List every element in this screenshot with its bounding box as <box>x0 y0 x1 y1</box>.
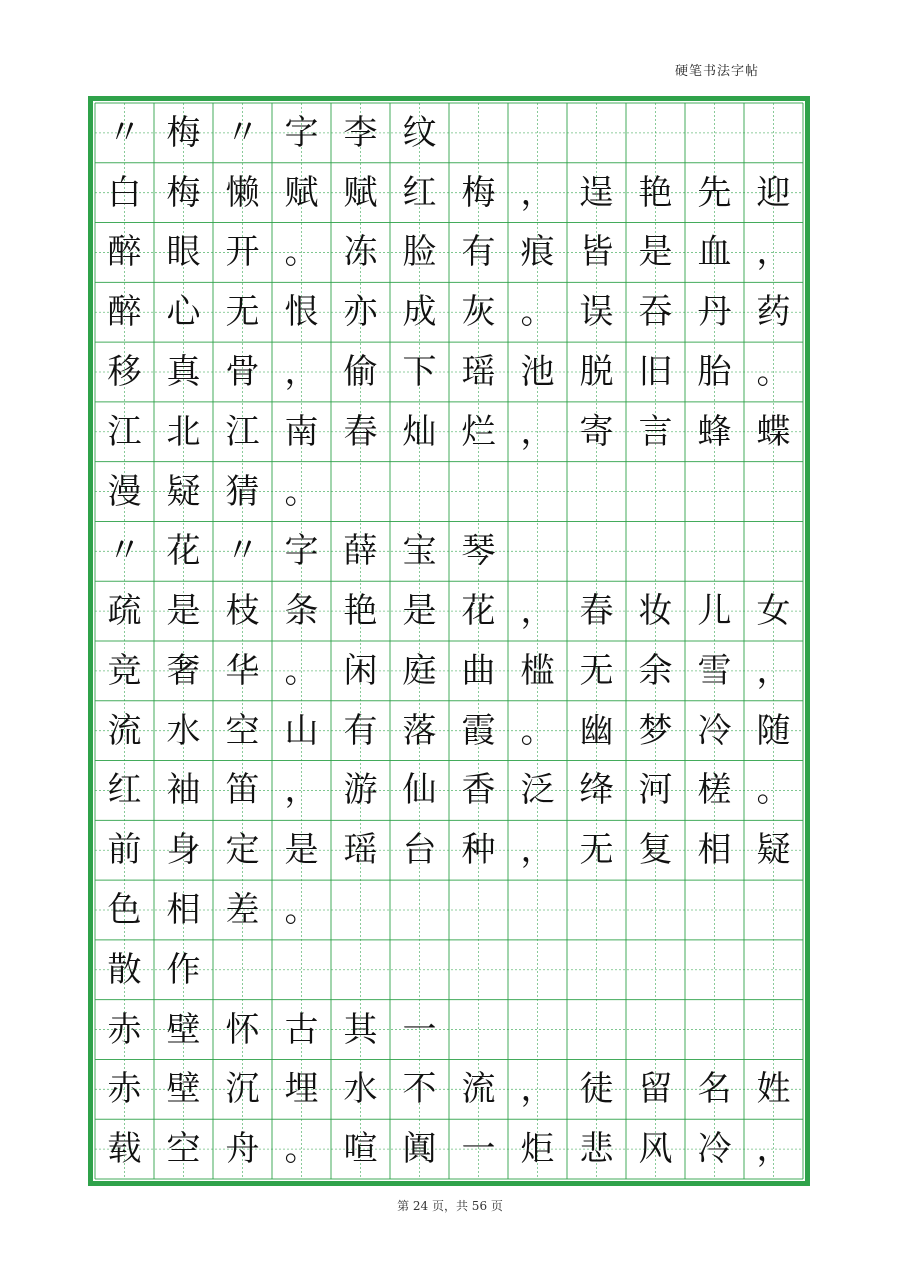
grid-character: 徒 <box>579 1069 614 1110</box>
grid-character: 脱 <box>579 351 614 392</box>
text-row <box>95 581 803 641</box>
grid-character: 华 <box>225 650 260 691</box>
grid-character: 北 <box>166 411 201 452</box>
grid-character: 一 <box>402 1009 437 1050</box>
grid-character: 壁 <box>166 1009 201 1050</box>
text-row <box>95 521 508 581</box>
grid-character: 琴 <box>461 531 496 572</box>
grid-character: 喧 <box>343 1129 378 1170</box>
grid-character: 李 <box>343 112 378 153</box>
grid-character: 有 <box>343 710 378 751</box>
grid-character: 香 <box>461 770 496 811</box>
grid-character: 字 <box>284 112 319 153</box>
grid-character: 懒 <box>225 172 260 213</box>
grid-character: 冷 <box>697 1129 732 1170</box>
grid-character: 。 <box>284 650 319 691</box>
text-row <box>95 342 803 402</box>
grid-character: 旧 <box>638 351 673 392</box>
grid-character: 灰 <box>461 292 496 333</box>
grid-character: 蝶 <box>756 411 791 452</box>
grid-character: 梅 <box>166 172 201 213</box>
text-row <box>95 1000 449 1060</box>
grid-character: 梅 <box>461 172 496 213</box>
grid-character: 花 <box>461 591 496 632</box>
grid-character: 瑶 <box>343 830 378 871</box>
grid-character: 庭 <box>402 650 437 691</box>
grid-character: 绛 <box>579 770 614 811</box>
grid-character: 〃 <box>107 112 142 153</box>
grid-character: 。 <box>520 292 555 333</box>
grid-character: 是 <box>638 232 673 273</box>
grid-character: 江 <box>107 411 142 452</box>
grid-character: 散 <box>107 949 142 990</box>
grid-character: 种 <box>461 830 496 871</box>
grid-character: ， <box>520 830 555 871</box>
grid-character: 痕 <box>520 232 555 273</box>
grid-character: 悲 <box>579 1129 614 1170</box>
grid-character: 枝 <box>225 591 260 632</box>
grid-character: 仙 <box>402 770 437 811</box>
grid-character: 定 <box>225 830 260 871</box>
grid-character: 相 <box>166 889 201 930</box>
grid-character: 水 <box>166 710 201 751</box>
grid-character: ， <box>284 770 319 811</box>
grid-character: 条 <box>284 591 319 632</box>
grid-character: 流 <box>461 1069 496 1110</box>
grid-character: 名 <box>697 1069 732 1110</box>
grid-character: 流 <box>107 710 142 751</box>
text-row <box>95 940 213 1000</box>
grid-character: 。 <box>520 710 555 751</box>
grid-character: 恨 <box>284 292 319 333</box>
grid-character: 迎 <box>756 172 791 213</box>
grid-character: 水 <box>343 1069 378 1110</box>
grid-character: 吞 <box>638 292 673 333</box>
grid-character: 留 <box>638 1069 673 1110</box>
grid-character: 。 <box>756 770 791 811</box>
grid-character: 艳 <box>638 172 673 213</box>
grid-character: 闲 <box>343 650 378 691</box>
grid-character: 疏 <box>107 591 142 632</box>
grid-character: 心 <box>166 292 201 333</box>
page-header-title: 硬笔书法字帖 <box>674 64 759 79</box>
grid-character: 花 <box>166 531 201 572</box>
grid-character: 女 <box>756 591 791 632</box>
grid-character: 风 <box>638 1129 673 1170</box>
grid-character: 漫 <box>107 471 142 512</box>
grid-character: 袖 <box>166 770 201 811</box>
grid-character: 血 <box>697 232 732 273</box>
grid-character: 余 <box>638 650 673 691</box>
grid-character: 骨 <box>225 351 260 392</box>
grid-character: 是 <box>402 591 437 632</box>
grid-character: ， <box>520 591 555 632</box>
grid-character: 复 <box>638 830 673 871</box>
grid-character: 幽 <box>579 710 614 751</box>
grid-character: 南 <box>284 411 319 452</box>
text-row <box>95 761 803 821</box>
grid-character: 红 <box>402 172 437 213</box>
text-row <box>95 223 803 283</box>
text-row <box>95 820 803 880</box>
grid-character: 猜 <box>225 471 260 512</box>
grid-character: 宝 <box>402 531 437 572</box>
grid-character: 瑶 <box>461 351 496 392</box>
grid-character: 槎 <box>697 770 732 811</box>
grid-character: 蜂 <box>697 411 732 452</box>
grid-character: 曲 <box>461 650 496 691</box>
grid-character: 赋 <box>343 172 378 213</box>
calligraphy-grid-sheet <box>88 96 810 1186</box>
text-row <box>95 462 331 522</box>
text-row <box>95 282 803 342</box>
grid-character: 槛 <box>520 650 555 691</box>
grid-character: 移 <box>107 351 142 392</box>
grid-character: 沉 <box>225 1069 260 1110</box>
grid-character: 炬 <box>520 1129 555 1170</box>
grid-character: ， <box>756 1129 791 1170</box>
grid-character: 。 <box>284 889 319 930</box>
grid-character: 先 <box>697 172 732 213</box>
grid-character: 烂 <box>461 411 496 452</box>
grid-character: 阗 <box>402 1129 437 1170</box>
grid-character: 有 <box>461 232 496 273</box>
grid-character: 古 <box>284 1009 319 1050</box>
grid-character: 竞 <box>107 650 142 691</box>
grid-character: 是 <box>284 830 319 871</box>
grid-character: 〃 <box>107 531 142 572</box>
grid-character: 。 <box>284 471 319 512</box>
grid-character: ， <box>756 650 791 691</box>
grid-character: 误 <box>579 292 614 333</box>
grid-character: 春 <box>343 411 378 452</box>
grid-character: 随 <box>756 710 791 751</box>
grid-character: 色 <box>107 889 142 930</box>
grid-character: 雪 <box>697 650 732 691</box>
grid-character: 河 <box>638 770 673 811</box>
grid-character: 差 <box>225 889 260 930</box>
grid-character: 〃 <box>225 112 260 153</box>
grid-character: ， <box>520 411 555 452</box>
grid-character: 赋 <box>284 172 319 213</box>
text-row <box>95 163 803 223</box>
grid-character: 。 <box>284 232 319 273</box>
grid-character: 空 <box>225 710 260 751</box>
grid-character: 江 <box>225 411 260 452</box>
grid-character: 灿 <box>402 411 437 452</box>
grid-character: 药 <box>756 292 791 333</box>
grid-character: ， <box>520 172 555 213</box>
grid-character: 空 <box>166 1129 201 1170</box>
grid-character: 身 <box>166 830 201 871</box>
grid-character: 言 <box>638 411 673 452</box>
grid-character: 纹 <box>402 112 437 153</box>
grid-character: 游 <box>343 770 378 811</box>
grid-character: 。 <box>756 351 791 392</box>
grid-character: 前 <box>107 830 142 871</box>
grid-character: 作 <box>166 949 201 990</box>
grid-character: 池 <box>520 351 555 392</box>
grid-character: 无 <box>579 650 614 691</box>
grid-character: 薛 <box>343 531 378 572</box>
grid-character: 春 <box>579 591 614 632</box>
grid-character: 壁 <box>166 1069 201 1110</box>
grid-character: 字 <box>284 531 319 572</box>
grid-character: 奢 <box>166 650 201 691</box>
text-row <box>95 641 803 701</box>
text-row <box>95 880 331 940</box>
grid-character: 是 <box>166 591 201 632</box>
grid-character: 不 <box>402 1069 437 1110</box>
grid-character: ， <box>756 232 791 273</box>
grid-character: ， <box>520 1069 555 1110</box>
grid-character: 妆 <box>638 591 673 632</box>
grid-character: 赤 <box>107 1009 142 1050</box>
grid-character: 儿 <box>697 591 732 632</box>
grid-character: 姓 <box>756 1069 791 1110</box>
grid-character: 泛 <box>520 770 555 811</box>
grid-character: 相 <box>697 830 732 871</box>
grid-character: 脸 <box>402 232 437 273</box>
text-row <box>95 402 803 462</box>
grid-character: 其 <box>343 1009 378 1050</box>
grid-character: 梅 <box>166 112 201 153</box>
grid-character: 红 <box>107 770 142 811</box>
grid-character: 山 <box>284 710 319 751</box>
text-row <box>95 1119 803 1179</box>
grid-character: 丹 <box>697 292 732 333</box>
grid-character: ， <box>284 351 319 392</box>
text-rows <box>95 103 803 1179</box>
grid-character: 梦 <box>638 710 673 751</box>
grid-character: 胎 <box>697 351 732 392</box>
grid-character: 眼 <box>166 232 201 273</box>
grid-character: 下 <box>402 351 437 392</box>
grid-character: 亦 <box>343 292 378 333</box>
grid-character: 一 <box>461 1129 496 1170</box>
grid-character: 寄 <box>579 411 614 452</box>
grid-character: 冷 <box>697 710 732 751</box>
grid-character: 载 <box>107 1129 142 1170</box>
grid-character: 疑 <box>756 830 791 871</box>
grid-character: 落 <box>402 710 437 751</box>
text-row <box>95 1059 803 1119</box>
grid-character: 无 <box>579 830 614 871</box>
text-row <box>95 103 449 163</box>
grid-character: 疑 <box>166 471 201 512</box>
grid-character: 怀 <box>225 1009 260 1050</box>
grid-character: 逞 <box>579 172 614 213</box>
grid-character: 舟 <box>225 1129 260 1170</box>
grid-character: 。 <box>284 1129 319 1170</box>
grid-character: 开 <box>225 232 260 273</box>
grid-character: 台 <box>402 830 437 871</box>
grid-character: 偷 <box>343 351 378 392</box>
grid-character: 皆 <box>579 232 614 273</box>
text-row <box>95 701 803 761</box>
grid-character: 赤 <box>107 1069 142 1110</box>
grid-character: 艳 <box>343 591 378 632</box>
grid-character: 真 <box>166 351 201 392</box>
grid-character: 笛 <box>225 770 260 811</box>
grid-character: 埋 <box>284 1069 319 1110</box>
page-footer: 第 24 页，共 56 页 <box>397 1199 503 1213</box>
grid-character: 霞 <box>461 710 496 751</box>
grid-character: 醉 <box>107 292 142 333</box>
grid-character: 成 <box>402 292 437 333</box>
grid-character: 无 <box>225 292 260 333</box>
grid-character: 冻 <box>343 232 378 273</box>
grid-character: 白 <box>107 172 142 213</box>
grid-character: 醉 <box>107 232 142 273</box>
grid-character: 〃 <box>225 531 260 572</box>
